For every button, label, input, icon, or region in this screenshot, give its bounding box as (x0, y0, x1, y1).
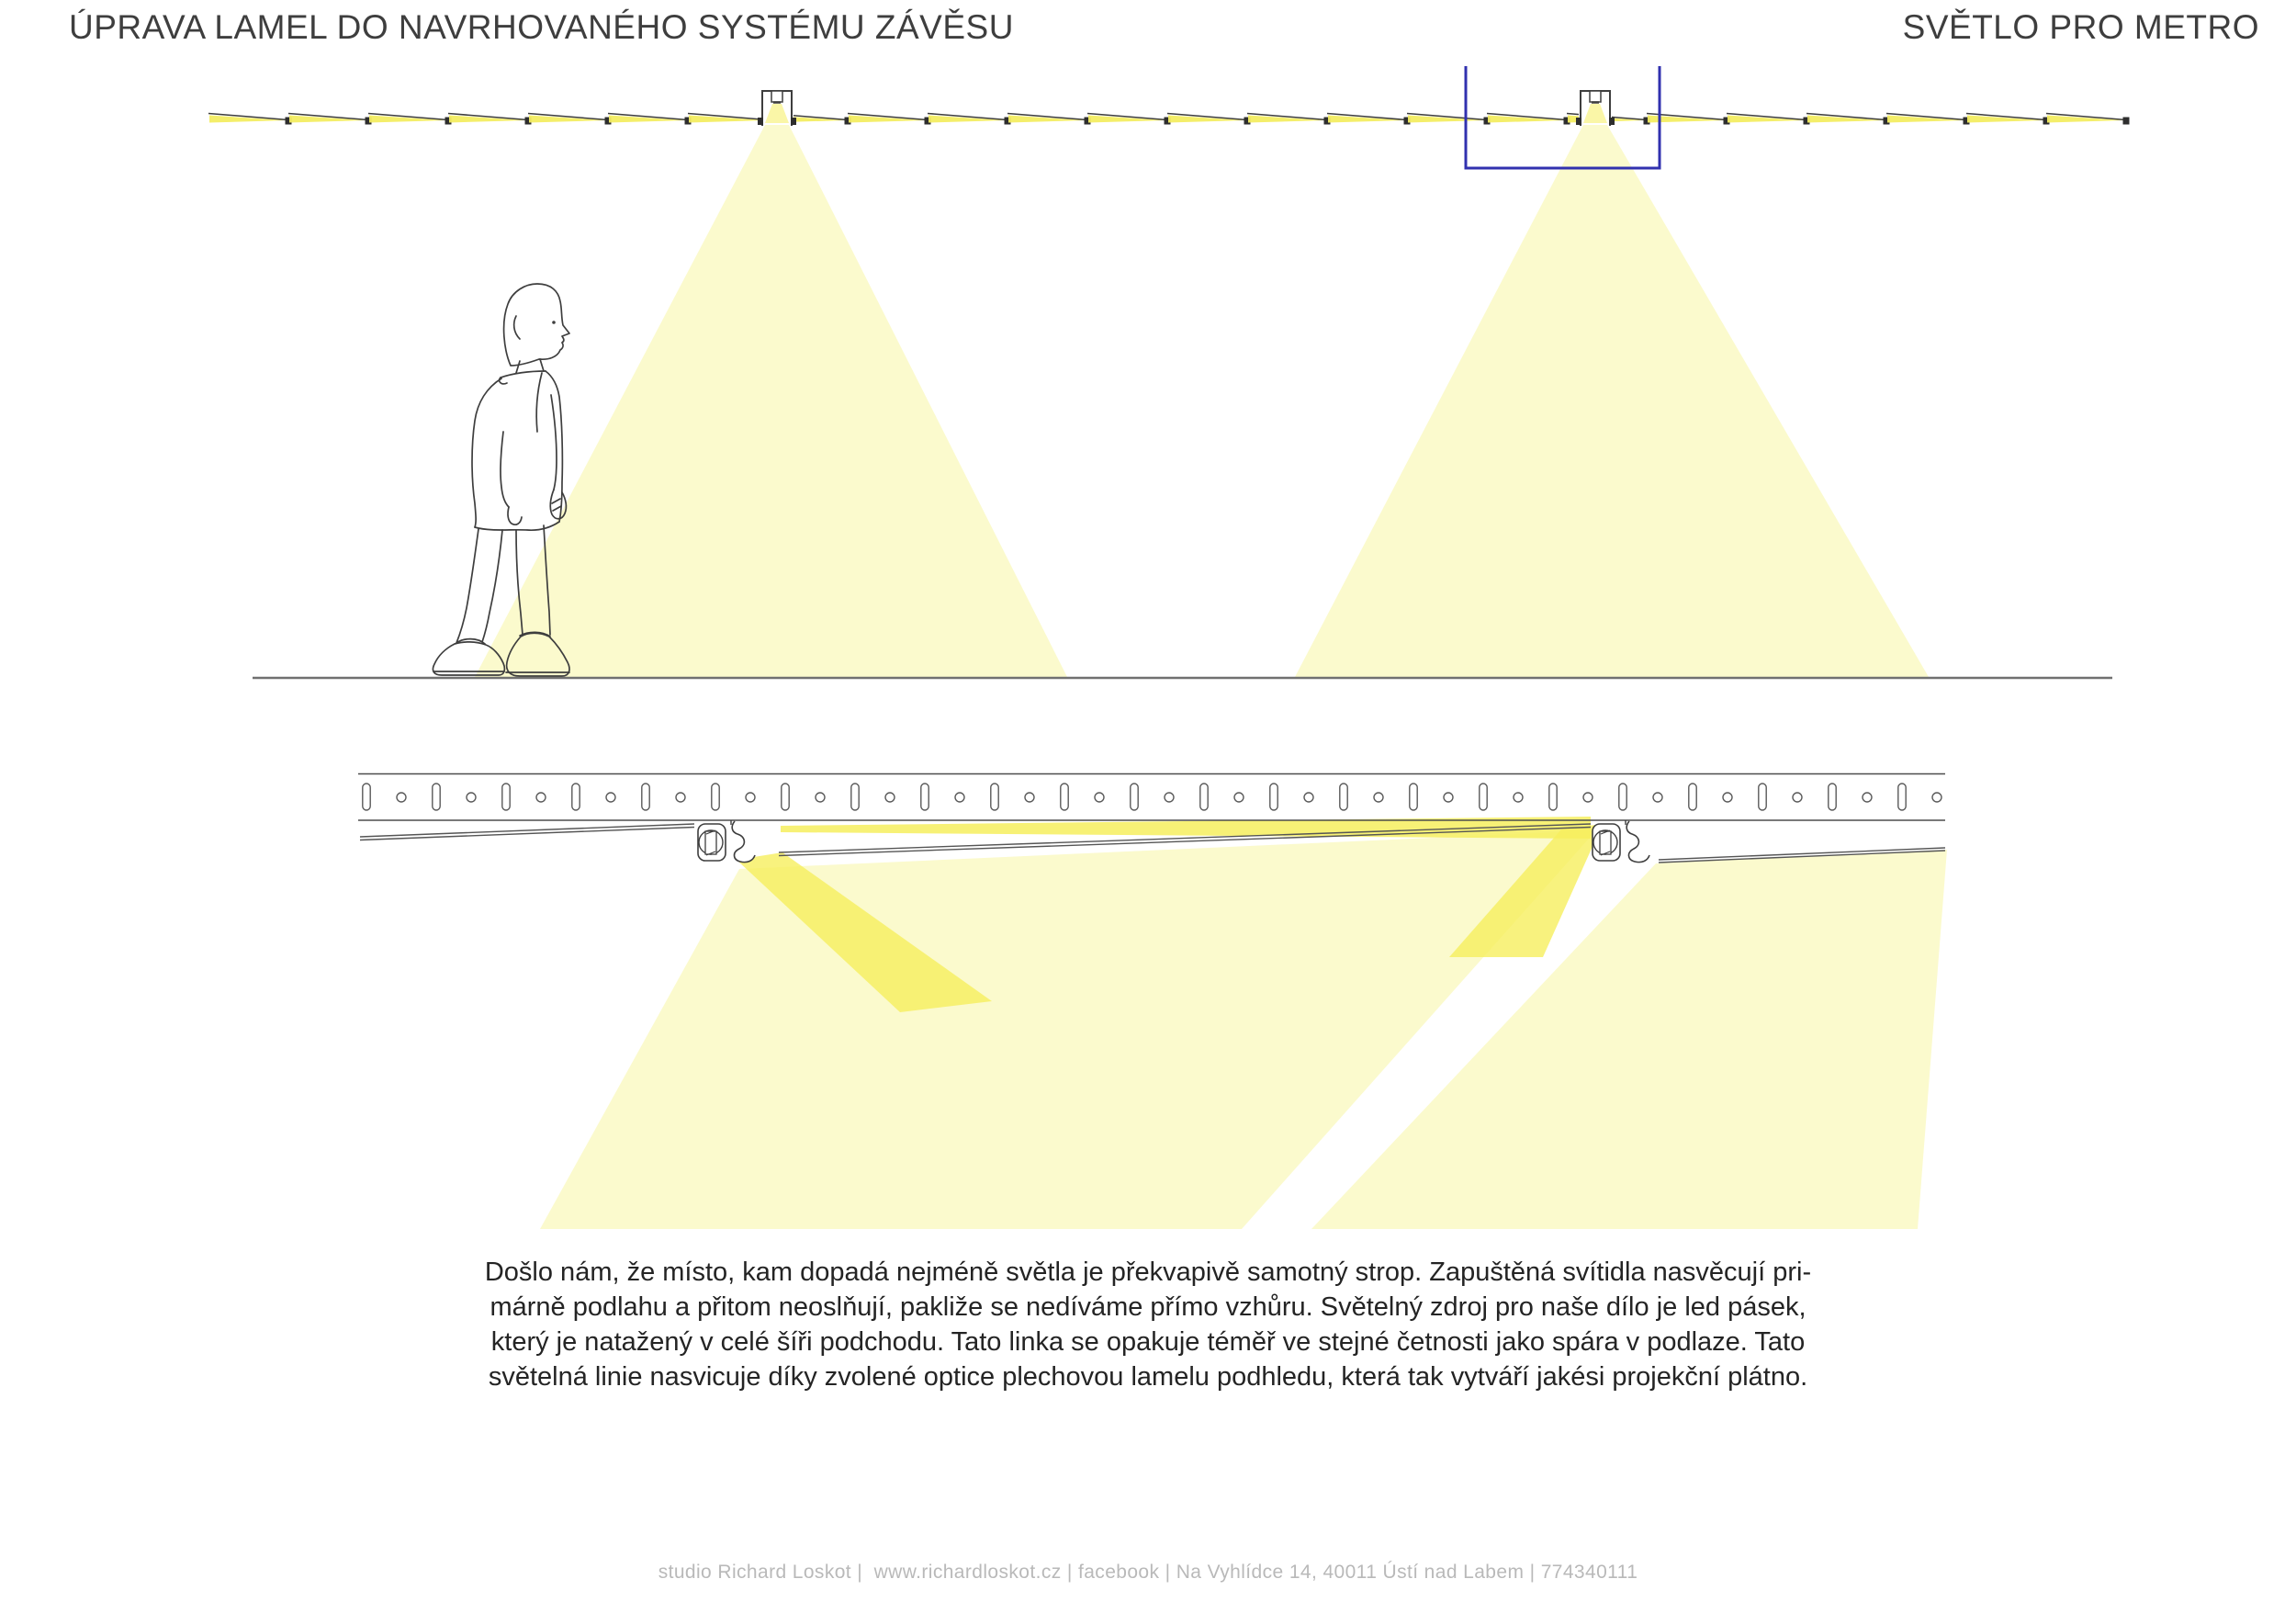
description-line: světelná linie nasvicuje díky zvolené optice plechovou lamelu podhledu, která tak vytváří jakési projekční plátno. (488, 1362, 1808, 1392)
description-line: který je natažený v celé šíři podchodu. Tato linka se opakuje téměř ve stejné četnosti jako spára v podlaze. Tato (490, 1327, 1806, 1357)
lamella-clip (698, 820, 755, 863)
description-line: márně podlahu a přitom neoslňují, pakliže se nedíváme přímo vzhůru. Světelný zdroj pro naše dílo je led pásek, (490, 1292, 1806, 1322)
page-title: ÚPRAVA LAMEL DO NAVRHOVANÉHO SYSTÉMU ZÁVĚSU (69, 8, 1014, 46)
description-paragraph (0, 1255, 2296, 1394)
perforated-rail (358, 774, 1945, 821)
project-title: SVĚTLO PRO METRO (1902, 8, 2259, 46)
ceiling-lamellas (208, 114, 2130, 125)
lamella-light-beams (540, 817, 1947, 1229)
description-line: Došlo nám, že místo, kam dopadá nejméně světla je překvapivě samotný strop. Zapuštěná svítidla nasvěcují pri- (484, 1257, 1812, 1287)
lamella-clip (1593, 820, 1649, 863)
pedestrian-figure (433, 284, 569, 676)
ceiling-light-cones (475, 125, 1929, 677)
studio-credit: studio Richard Loskot | www.richardloskot.cz | facebook | Na Vyhlídce 14, 40011 Ústí nad Labem | 774340111 (658, 1562, 1638, 1583)
